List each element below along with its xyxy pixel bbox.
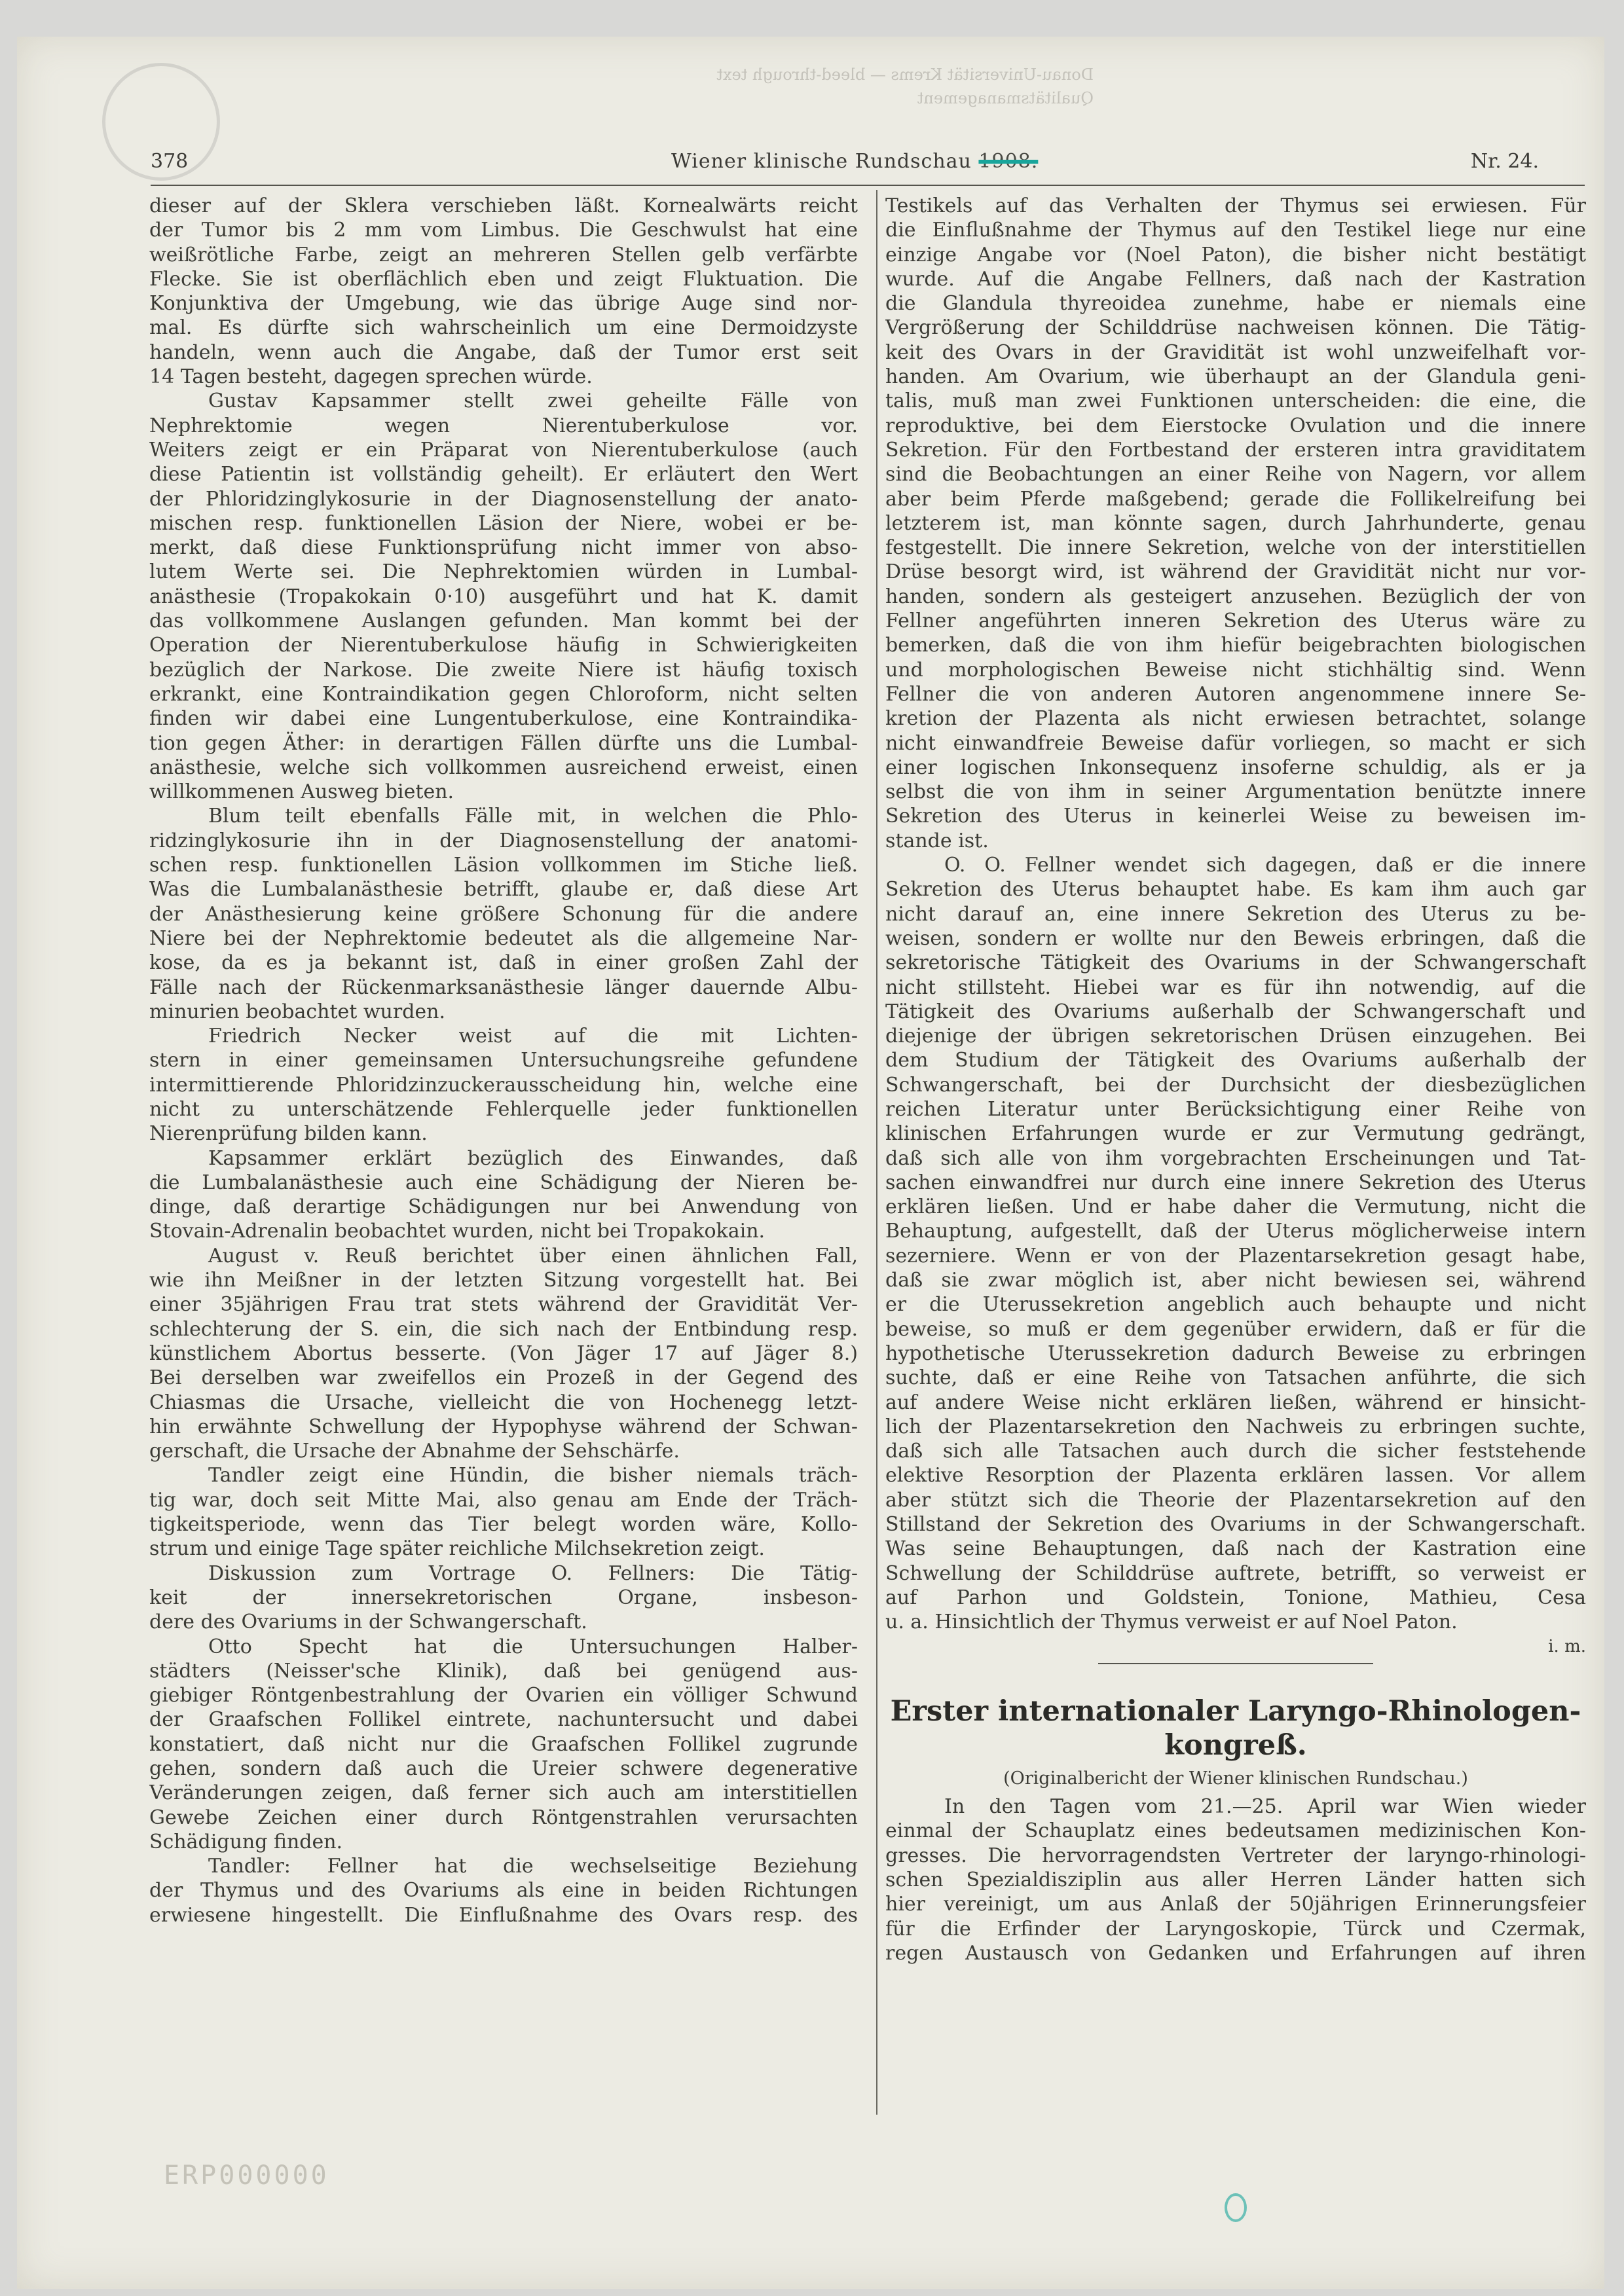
text-line: sezerniere. Wenn er von der Plazentarsekretion gesagt habe, <box>885 1244 1586 1267</box>
text-line: bezüglich der Narkose. Die zweite Niere ist häufig toxisch <box>149 658 858 682</box>
text-line: stern in einer gemeinsamen Untersuchungsreihe gefundene <box>149 1049 858 1072</box>
text-line: Niere bei der Nephrektomie bedeutet als die allgemeine Nar- <box>149 926 858 950</box>
issue-number: Nr. 24. <box>1470 150 1539 173</box>
right-column <box>885 194 1586 1965</box>
text-line: merkt, daß diese Funktionsprüfung nicht immer von abso- <box>149 536 858 560</box>
text-line: nicht einwandfreie Beweise dafür vorliegen, so macht er sich <box>885 731 1586 755</box>
author-signature: i. m. <box>1548 1636 1586 1656</box>
bleed-line: Qualitätsmanagement <box>917 89 1094 107</box>
text-line: erwiesene hingestellt. Die Einflußnahme des Ovars resp. des <box>149 1903 858 1927</box>
text-line: Testikels auf das Verhalten der Thymus sei erwiesen. Für <box>885 194 1586 217</box>
text-line: Sekretion des Uterus behauptet habe. Es kam ihm auch gar <box>885 878 1586 902</box>
paragraph <box>149 1561 858 1635</box>
congress-body <box>885 1795 1586 1965</box>
text-line: Fellner angeführten inneren Sekretion des Uterus wäre zu <box>885 610 1586 633</box>
text-line: Tandler zeigt eine Hündin, die bisher niemals träch- <box>208 1464 858 1487</box>
text-line: handen, sondern als gesteigert anzusehen. Bezüglich der von <box>885 585 1586 608</box>
text-line: hypothetische Uterussekretion dadurch Beweise zu erbringen <box>885 1341 1586 1365</box>
text-line: In den Tagen vom 21.—25. April war Wien wieder <box>944 1795 1586 1819</box>
text-line: sekretorische Tätigkeit des Ovariums in der Schwangerschaft <box>885 951 1586 975</box>
text-line: Flecke. Sie ist oberflächlich eben und zeigt Fluktuation. Die <box>149 267 858 291</box>
paragraph <box>149 1244 858 1464</box>
text-line: tig war, doch seit Mitte Mai, also genau am Ende der Träch- <box>149 1488 858 1512</box>
text-line: dieser auf der Sklera verschieben läßt. Kornealwärts reicht <box>149 194 858 217</box>
text-line: einzige Angabe vor (Noel Paton), die bisher nicht bestätigt <box>885 243 1586 266</box>
text-line: beweise, so muß er dem gegenüber erwidern, daß er für die <box>885 1317 1586 1341</box>
text-line: stande ist. <box>885 829 989 852</box>
text-line: daß sie zwar möglich ist, aber nicht bewiesen sei, während <box>885 1269 1586 1292</box>
text-line: nicht stillsteht. Hiebei war es für ihn notwendig, auf die <box>885 975 1586 999</box>
header-rule <box>151 185 1585 186</box>
text-line: einmal der Schauplatz eines bedeutsamen medizinischen Kon- <box>885 1819 1586 1843</box>
text-line: schlechterung der S. ein, die sich nach der Entbindung resp. <box>149 1317 858 1341</box>
text-line: festgestellt. Die innere Sekretion, welche von der interstitiellen <box>885 536 1586 560</box>
punch-hole <box>1225 2193 1247 2222</box>
text-line: Operation der Nierentuberkulose häufig in Schwierigkeiten <box>149 634 858 657</box>
text-line: Weiters zeigt er ein Präparat von Nierentuberkulose (auch <box>149 438 858 462</box>
paragraph <box>885 853 1586 1635</box>
text-line: reproduktive, bei dem Eierstocke Ovulation und die innere <box>885 414 1586 437</box>
text-line: erkrankt, eine Kontraindikation gegen Chloroform, nicht selten <box>149 682 858 706</box>
text-line: Nephrektomie wegen Nierentuberkulose vor. <box>149 414 858 437</box>
text-line: Diskussion zum Vortrage O. Fellners: Die Tätig- <box>208 1561 858 1585</box>
paragraph <box>149 1854 858 1927</box>
text-line: Gewebe Zeichen einer durch Röntgenstrahlen verursachten <box>149 1806 858 1829</box>
text-line: nicht darauf an, eine innere Sekretion des Uterus zu be- <box>885 902 1586 926</box>
text-line: gehen, sondern daß auch die Ureier schwere degenerative <box>149 1757 858 1780</box>
text-line: schen Spezialdisziplin aus aller Herren Länder hatten sich <box>885 1868 1586 1891</box>
text-line: das vollkommene Auslangen gefunden. Man kommt bei der <box>149 610 858 633</box>
text-line: tigkeitsperiode, wenn das Tier belegt worden wäre, Kollo- <box>149 1513 858 1537</box>
text-line: Fälle nach der Rückenmarksanästhesie länger dauernde Albu- <box>149 975 858 999</box>
text-line: daß sich alle von ihm vorgebrachten Erscheinungen und Tat- <box>885 1146 1586 1170</box>
article-heading <box>885 1694 1586 1762</box>
text-line: mal. Es dürfte sich wahrscheinlich um eine Dermoidzyste <box>149 316 858 340</box>
text-line: Konjunktiva der Umgebung, wie das übrige Auge sind nor- <box>149 292 858 316</box>
paragraph <box>885 194 1586 853</box>
text-line: dere des Ovariums in der Schwangerschaft. <box>149 1611 587 1634</box>
text-line: auf Parhon und Goldstein, Tonione, Mathieu, Cesa <box>885 1586 1586 1609</box>
text-line: Gustav Kapsammer stellt zwei geheilte Fälle von <box>208 390 858 413</box>
bleed-line: Donau-Universität Krems — bleed-through text <box>716 65 1094 84</box>
heading-line-1: Erster internationaler Laryngo-Rhinologen- <box>890 1694 1581 1728</box>
text-line: die Glandula thyreoidea zunehme, habe er niemals eine <box>885 292 1586 316</box>
text-line: konstatiert, daß nicht nur die Graafschen Follikel zugrunde <box>149 1732 858 1756</box>
journal-name: Wiener klinische Rundschau <box>671 150 972 173</box>
text-line: August v. Reuß berichtet über einen ähnlichen Fall, <box>208 1244 858 1267</box>
journal-title <box>671 145 1038 178</box>
text-line: er die Uterussekretion angeblich auch behaupte und nicht <box>885 1293 1586 1317</box>
text-line: tion gegen Äther: in derartigen Fällen dürfte uns die Lumbal- <box>149 731 858 755</box>
text-line: gerschaft, die Ursache der Abnahme der Sehschärfe. <box>149 1440 680 1463</box>
text-line: Tandler: Fellner hat die wechselseitige Beziehung <box>208 1855 858 1878</box>
journal-year: 1908. <box>978 150 1039 173</box>
text-line: anästhesie, welche sich vollkommen ausreichend erweist, einen <box>149 756 858 779</box>
text-line: auf andere Weise nicht erklären ließen, während er hinsicht- <box>885 1391 1586 1414</box>
text-line: diejenige der übrigen sekretorischen Drüsen einzugehen. Bei <box>885 1025 1586 1048</box>
text-line: kose, da es ja bekannt ist, daß in einer großen Zahl der <box>149 951 858 975</box>
text-line: selbst die von ihm in seiner Argumentation benützte innere <box>885 780 1586 804</box>
text-line: Tätigkeit des Ovariums außerhalb der Schwangerschaft und <box>885 1000 1586 1023</box>
text-line: mischen resp. funktionellen Läsion der Niere, wobei er be- <box>149 511 858 535</box>
text-line: talis, muß man zwei Funktionen unterscheiden: die eine, die <box>885 390 1586 413</box>
text-line: für die Erfinder der Laryngoskopie, Türck und Czermak, <box>885 1917 1586 1941</box>
text-line: der Tumor bis 2 mm vom Limbus. Die Geschwulst hat eine <box>149 219 858 242</box>
text-line: suchte, daß er eine Reihe von Tatsachen anführte, die sich <box>885 1366 1586 1390</box>
section-rule <box>1098 1663 1373 1664</box>
text-line: hier vereinigt, um aus Anlaß der 50jährigen Erinnerungsfeier <box>885 1893 1586 1916</box>
paragraph <box>149 804 858 1024</box>
text-line: 14 Tagen besteht, dagegen sprechen würde. <box>149 365 593 389</box>
paragraph <box>149 1024 858 1146</box>
text-line: minurien beobachtet wurden. <box>149 1000 446 1023</box>
text-line: Was die Lumbalanästhesie betrifft, glaube er, daß diese Art <box>149 878 858 902</box>
text-line: keit des Ovars in der Gravidität ist wohl unzweifelhaft vor- <box>885 340 1586 364</box>
text-line: weißrötliche Farbe, zeigt an mehreren Stellen gelb verfärbte <box>149 243 858 266</box>
text-line: Stovain-Adrenalin beobachtet wurden, nicht bei Tropakokain. <box>149 1220 766 1243</box>
footer-ghost-text: ERP000000 <box>164 2160 329 2191</box>
text-line: klinischen Erfahrungen wurde er zur Vermutung gedrängt, <box>885 1122 1586 1146</box>
paragraph <box>149 194 858 389</box>
text-line: städters (Neisser'sche Klinik), daß bei genügend aus- <box>149 1659 858 1683</box>
text-line: diese Patientin ist vollständig geheilt). Er erläutert den Wert <box>149 463 858 486</box>
heading-line-2: kongreß. <box>1164 1728 1307 1762</box>
text-line: aber beim Pferde maßgebend; gerade die Follikelreifung bei <box>885 487 1586 511</box>
text-line: lich der Plazentarsekretion den Nachweis zu erbringen suchte, <box>885 1415 1586 1438</box>
right-column-body <box>885 194 1586 1635</box>
text-line: reichen Literatur unter Berücksichtigung einer Reihe von <box>885 1097 1586 1121</box>
column-divider <box>876 190 877 2115</box>
text-line: und morphologischen Beweise nicht stichhältig sind. Wenn <box>885 658 1586 682</box>
text-line: Was seine Behauptungen, daß nach der Kastration eine <box>885 1537 1586 1561</box>
text-line: sachen einwandfrei nur durch eine innere Sekretion des Uterus <box>885 1171 1586 1194</box>
text-line: u. a. Hinsichtlich der Thymus verweist er auf Noel Paton. <box>885 1611 1458 1634</box>
left-column <box>149 194 858 1927</box>
text-line: der Phloridzinglykosurie in der Diagnosenstellung der anato- <box>149 487 858 511</box>
text-line: handen. Am Ovarium, wie überhaupt an der Glandula geni- <box>885 365 1586 389</box>
text-line: Otto Specht hat die Untersuchungen Halber- <box>208 1635 858 1658</box>
text-line: Veränderungen zeigen, daß ferner sich auch am interstitiellen <box>149 1781 858 1805</box>
text-line: der Thymus und des Ovariums als eine in beiden Richtungen <box>149 1879 858 1903</box>
text-line: Fellner die von anderen Autoren angenommene innere Se- <box>885 682 1586 706</box>
text-line: regen Austausch von Gedanken und Erfahrungen auf ihren <box>885 1941 1586 1965</box>
text-line: finden wir dabei eine Lungentuberkulose, eine Kontraindika- <box>149 707 858 731</box>
text-line: sind die Beobachtungen an einer Reihe von Nagern, vor allem <box>885 463 1586 486</box>
text-line: erklären ließen. Und er habe daher die Vermutung, nicht die <box>885 1195 1586 1219</box>
paragraph <box>149 1463 858 1561</box>
text-line: O. O. Fellner wendet sich dagegen, daß er die innere <box>944 854 1586 877</box>
text-line: Sekretion. Für den Fortbestand der ersteren intra graviditatem <box>885 438 1586 462</box>
text-line: intermittierende Phloridzinzuckerausscheidung hin, welche eine <box>149 1073 858 1097</box>
text-line: wie ihn Meißner in der letzten Sitzung vorgestellt hat. Bei <box>149 1269 858 1292</box>
running-header <box>151 145 1578 178</box>
text-line: aber stützt sich die Theorie der Plazentarsekretion auf den <box>885 1488 1586 1512</box>
text-line: strum und einige Tage später reichliche Milchsekretion zeigt. <box>149 1537 765 1561</box>
text-line: giebiger Röntgenbestrahlung der Ovarien ein völliger Schwund <box>149 1684 858 1707</box>
text-line: einer logischen Inkonsequenz insoferne schuldig, als er ja <box>885 756 1586 779</box>
text-line: letzterem ist, man könnte sagen, durch Jahrhunderte, genau <box>885 511 1586 535</box>
text-line: bemerken, daß die von ihm hiefür beigebrachten biologischen <box>885 634 1586 657</box>
text-line: Stillstand der Sekretion des Ovariums in der Schwangerschaft. <box>885 1513 1586 1537</box>
text-line: wurde. Auf die Angabe Fellners, daß nach der Kastration <box>885 267 1586 291</box>
text-line: der Graafschen Follikel eintrete, nachuntersucht und dabei <box>149 1708 858 1732</box>
text-line: einer 35jährigen Frau trat stets während der Gravidität Ver- <box>149 1293 858 1317</box>
text-line: Friedrich Necker weist auf die mit Lichten- <box>208 1025 858 1048</box>
text-line: anästhesie (Tropakokain 0·10) ausgeführt und hat K. damit <box>149 585 858 608</box>
text-line: Kapsammer erklärt bezüglich des Einwandes, daß <box>208 1146 858 1170</box>
text-line: der Anästhesierung keine größere Schonung für die andere <box>149 902 858 926</box>
text-line: willkommenen Ausweg bieten. <box>149 780 454 804</box>
article-subtitle: (Originalbericht der Wiener klinischen Rundschau.) <box>1003 1768 1468 1789</box>
text-line: Behauptung, aufgestellt, daß der Uterus möglicherweise intern <box>885 1220 1586 1243</box>
text-line: hin erwähnte Schwellung der Hypophyse während der Schwan- <box>149 1415 858 1438</box>
text-line: die Einflußnahme der Thymus auf den Testikel liege nur eine <box>885 219 1586 242</box>
text-line: lutem Werte sei. Die Nephrektomien würden in Lumbal- <box>149 560 858 584</box>
paragraph <box>149 1146 858 1244</box>
text-line: Nierenprüfung bilden kann. <box>149 1122 428 1146</box>
text-line: Sekretion des Uterus in keinerlei Weise zu beweisen im- <box>885 805 1586 828</box>
page-number: 378 <box>151 150 189 173</box>
text-line: Blum teilt ebenfalls Fälle mit, in welchen die Phlo- <box>208 805 858 828</box>
text-line: Schädigung finden. <box>149 1830 343 1853</box>
text-line: gresses. Die hervorragendsten Vertreter der laryngo-rhinologi- <box>885 1844 1586 1867</box>
text-line: nicht zu unterschätzende Fehlerquelle jeder funktionellen <box>149 1097 858 1121</box>
text-line: künstlichem Abortus besserte. (Von Jäger 17 auf Jäger 8.) <box>149 1341 858 1365</box>
paragraph <box>149 1635 858 1855</box>
text-line: dem Studium der Tätigkeit des Ovariums außerhalb der <box>885 1049 1586 1072</box>
text-line: Schwellung der Schilddrüse auftrete, betrifft, so verweist er <box>885 1561 1586 1585</box>
text-line: Drüse besorgt wird, ist während der Gravidität nicht nur vor- <box>885 560 1586 584</box>
text-line: dinge, daß derartige Schädigungen nur bei Anwendung von <box>149 1195 858 1219</box>
text-line: handeln, wenn auch die Angabe, daß der Tumor erst seit <box>149 340 858 364</box>
text-line: Schwangerschaft, bei der Durchsicht der diesbezüglichen <box>885 1073 1586 1097</box>
paragraph <box>149 389 858 804</box>
text-line: kretion der Plazenta als nicht erwiesen betrachtet, solange <box>885 707 1586 731</box>
text-line: schen resp. funktionellen Läsion vollkommen im Stiche ließ. <box>149 854 858 877</box>
text-line: Vergrößerung der Schilddrüse nachweisen können. Die Tätig- <box>885 316 1586 340</box>
text-line: weisen, sondern er wollte nur den Beweis erbringen, daß die <box>885 926 1586 950</box>
text-line: keit der innersekretorischen Organe, insbeson- <box>149 1586 858 1609</box>
text-line: die Lumbalanästhesie auch eine Schädigung der Nieren be- <box>149 1171 858 1194</box>
text-line: daß sich alle Tatsachen auch durch die sicher feststehende <box>885 1440 1586 1463</box>
text-line: ridzinglykosurie ihn in der Diagnosenstellung der anatomi- <box>149 829 858 852</box>
text-line: Bei derselben war zweifellos ein Prozeß in der Gegend des <box>149 1366 858 1390</box>
text-line: Chiasmas die Ursache, vielleicht die von Hochenegg letzt- <box>149 1391 858 1414</box>
text-line: elektive Resorption der Plazenta erklären lassen. Vor allem <box>885 1464 1586 1487</box>
